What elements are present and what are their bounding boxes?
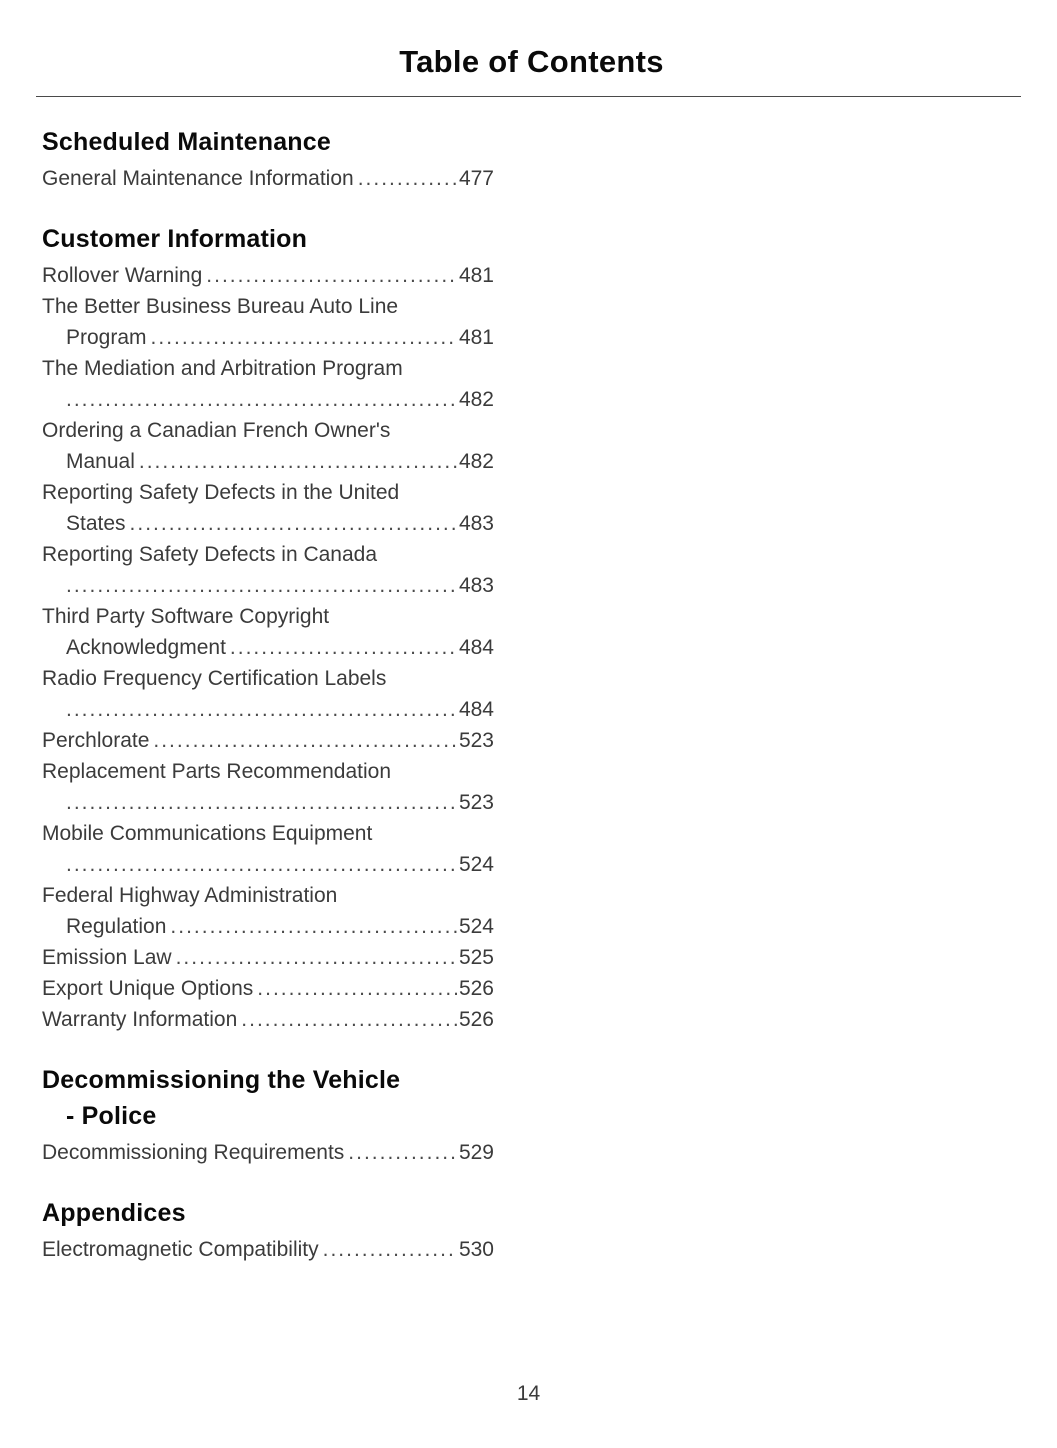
dot-leader	[151, 322, 457, 353]
toc-entry	[42, 663, 494, 725]
toc-section	[42, 224, 494, 1035]
toc-entry-page-number: 482	[458, 388, 494, 411]
toc-entry	[42, 818, 494, 880]
section-heading-continuation: - Police	[66, 1102, 157, 1130]
toc-entry-line	[42, 725, 494, 756]
toc-entry-line	[42, 632, 494, 663]
dot-leader	[348, 1137, 457, 1168]
toc-entry	[42, 601, 494, 663]
dot-leader	[176, 942, 457, 973]
toc-entry-line	[42, 260, 494, 291]
toc-entry-title: Third Party Software Copyright	[42, 605, 330, 628]
toc-section	[42, 1198, 494, 1265]
toc-entry	[42, 1234, 494, 1265]
toc-entry-line	[42, 1137, 494, 1168]
toc-entry-line	[42, 384, 494, 415]
toc-entry	[42, 880, 494, 942]
page-title: Table of Contents	[399, 44, 664, 79]
toc-entry-line	[42, 849, 494, 880]
toc-entry	[42, 1004, 494, 1035]
toc-entry-line	[42, 1004, 494, 1035]
toc-section	[42, 1065, 494, 1168]
toc-entry-line	[42, 1234, 494, 1265]
toc-entry-text: Program	[66, 326, 147, 349]
toc-entry-title: Reporting Safety Defects in Canada	[42, 543, 378, 566]
dot-leader	[257, 973, 457, 1004]
toc-entry-line	[42, 787, 494, 818]
toc-entry-line	[42, 911, 494, 942]
toc-entry-title: Mobile Communications Equipment	[42, 822, 373, 845]
toc-entry	[42, 353, 494, 415]
toc-entry-page-number: 482	[458, 450, 494, 473]
dot-leader	[66, 384, 457, 415]
toc-entry-text: Electromagnetic Compatibility	[42, 1238, 319, 1261]
toc-entry	[42, 539, 494, 601]
toc-list	[42, 127, 494, 1265]
toc-entry-text: Manual	[66, 450, 135, 473]
toc-entry	[42, 260, 494, 291]
page-footer	[0, 1382, 1057, 1406]
title-divider	[36, 96, 1021, 97]
toc-entry-line	[42, 973, 494, 1004]
toc-entry	[42, 477, 494, 539]
toc-entry-text: States	[66, 512, 126, 535]
section-heading: Decommissioning the Vehicle	[42, 1066, 401, 1094]
toc-entry-text: Rollover Warning	[42, 264, 203, 287]
toc-entry	[42, 415, 494, 477]
dot-leader	[130, 508, 457, 539]
toc-entry-title: Radio Frequency Certification Labels	[42, 667, 387, 690]
toc-entry-line	[42, 508, 494, 539]
toc-entry-line	[42, 322, 494, 353]
toc-entry	[42, 163, 494, 194]
toc-entry-page-number: 530	[458, 1238, 494, 1261]
section-heading: Scheduled Maintenance	[42, 128, 331, 156]
toc-entry-page-number: 523	[458, 791, 494, 814]
toc-entry-page-number: 525	[458, 946, 494, 969]
toc-entry-page-number: 483	[458, 512, 494, 535]
toc-entry-page-number: 483	[458, 574, 494, 597]
dot-leader	[66, 849, 457, 880]
toc-entry-text: Regulation	[66, 915, 167, 938]
toc-entry-page-number: 524	[458, 853, 494, 876]
dot-leader	[66, 694, 457, 725]
toc-entry-page-number: 526	[458, 977, 494, 1000]
toc-entry	[42, 725, 494, 756]
toc-entry-page-number: 481	[458, 264, 494, 287]
toc-entry-text: Perchlorate	[42, 729, 150, 752]
toc-entry-text: Decommissioning Requirements	[42, 1141, 345, 1164]
dot-leader	[139, 446, 457, 477]
dot-leader	[358, 163, 457, 194]
toc-entry-page-number: 484	[458, 698, 494, 721]
toc-entry-title: Ordering a Canadian French Owner's	[42, 419, 391, 442]
toc-entry-line	[42, 694, 494, 725]
dot-leader	[323, 1234, 457, 1265]
toc-entry-page-number: 484	[458, 636, 494, 659]
toc-entry-title: Replacement Parts Recommendation	[42, 760, 392, 783]
page-header	[42, 44, 1021, 97]
toc-entry-line	[42, 163, 494, 194]
dot-leader	[66, 787, 457, 818]
toc-entry-page-number: 477	[458, 167, 494, 190]
dot-leader	[153, 725, 457, 756]
dot-leader	[230, 632, 457, 663]
section-heading: Appendices	[42, 1199, 186, 1227]
toc-entry-text: Emission Law	[42, 946, 172, 969]
page-number: 14	[516, 1382, 541, 1405]
toc-entry-text: General Maintenance Information	[42, 167, 354, 190]
toc-entry-page-number: 526	[458, 1008, 494, 1031]
dot-leader	[206, 260, 457, 291]
toc-entry-title: Federal Highway Administration	[42, 884, 338, 907]
toc-entry-title: The Better Business Bureau Auto Line	[42, 295, 399, 318]
section-heading: Customer Information	[42, 225, 308, 253]
toc-entry-page-number: 529	[458, 1141, 494, 1164]
toc-entry	[42, 291, 494, 353]
dot-leader	[170, 911, 457, 942]
toc-entry-page-number: 523	[458, 729, 494, 752]
dot-leader	[66, 570, 457, 601]
toc-entry-text: Warranty Information	[42, 1008, 238, 1031]
toc-entry-line	[42, 570, 494, 601]
toc-entry	[42, 756, 494, 818]
toc-entry-title: Reporting Safety Defects in the United	[42, 481, 400, 504]
toc-entry-line	[42, 942, 494, 973]
toc-entry-text: Acknowledgment	[66, 636, 226, 659]
toc-entry	[42, 942, 494, 973]
dot-leader	[241, 1004, 457, 1035]
toc-entry-text: Export Unique Options	[42, 977, 254, 1000]
toc-entry-title: The Mediation and Arbitration Program	[42, 357, 403, 380]
toc-entry	[42, 973, 494, 1004]
toc-entry-line	[42, 446, 494, 477]
toc-entry-page-number: 524	[458, 915, 494, 938]
toc-section	[42, 127, 494, 194]
toc-entry-page-number: 481	[458, 326, 494, 349]
toc-entry	[42, 1137, 494, 1168]
